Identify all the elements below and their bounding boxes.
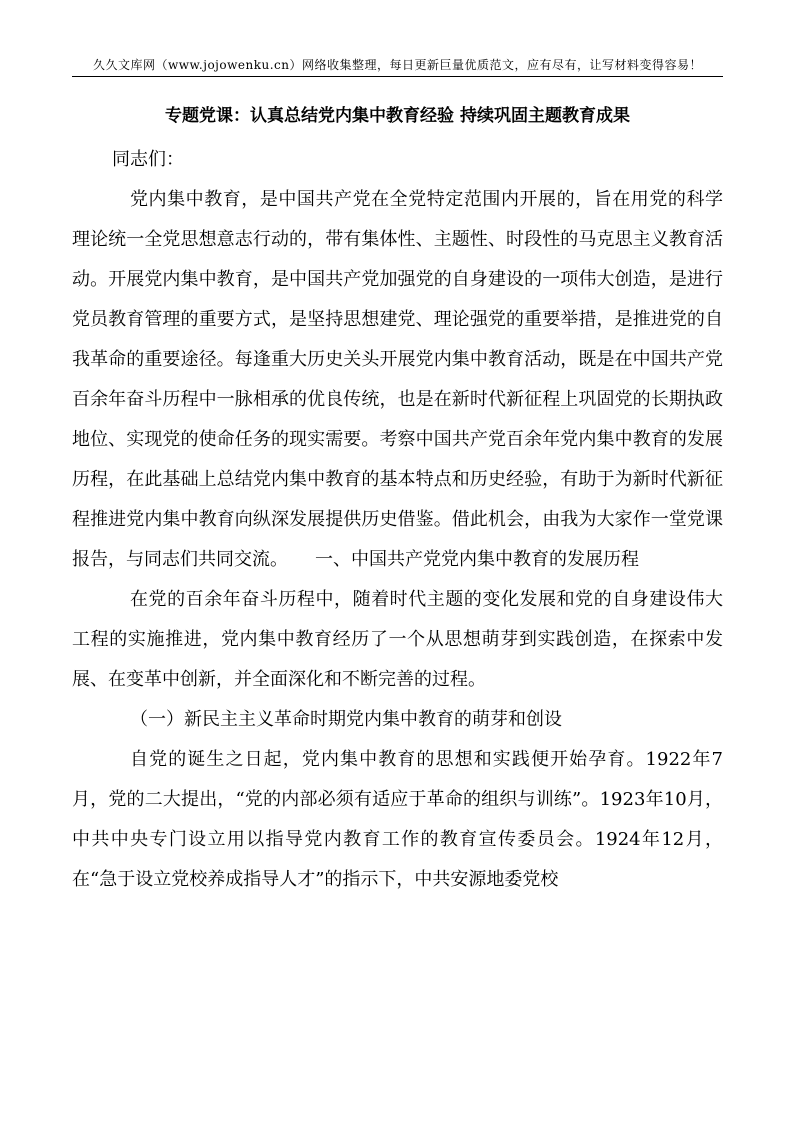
paragraph-intro: 党内集中教育，是中国共产党在全党特定范围内开展的，旨在用党的科学理论统一全党思想意志行动的，带有集体性、主题性、时段性的马克思主义教育活动。开展党内集中教育，是中国共产党加强党的自身建设的一项伟大创造，是进行党员教育管理的重要方式，是坚持思想建党、理论强党的重要举措，是推进党的自我革命的重要途径。每逢重大历史关头开展党内集中教育活动，既是在中国共产党百余年奋斗历程中一脉相承的优良传统，也是在新时代新征程上巩固党的长期执政地位、实现党的使命任务的现实需要。考察中国共产党百余年党内集中教育的发展历程，在此基础上总结党内集中教育的基本特点和历史经验，有助于为新时代新征程推进党内集中教育向纵深发展提供历史借鉴。借此机会，由我为大家作一堂党课报告，与同志们共同交流。 一、中国共产党党内集中教育的发展历程 bbox=[72, 189, 723, 570]
section-heading-new-democratic: （一）新民主主义革命时期党内集中教育的萌芽和创设 bbox=[130, 709, 562, 730]
document-title: 专题党课：认真总结党内集中教育经验 持续巩固主题教育成果 bbox=[165, 106, 630, 126]
page-header: 久久文库网（www.jojowenku.cn）网络收集整理，每日更新巨量优质范文，应有尽有，让写材料变得容易！ bbox=[93, 58, 702, 72]
header-divider bbox=[72, 76, 723, 77]
paragraph-origins: 自党的诞生之日起，党内集中教育的思想和实践便开始孕育。1922年7月，党的二大提出，“党的内部必须有适应于革命的组织与训练”。1923年10月，中共中央专门设立用以指导党内教育工作的教育宣传委员会。1924年12月，在“急于设立党校养成指导人才”的指示下，中共安源地委党校 bbox=[72, 749, 723, 890]
salutation: 同志们： bbox=[112, 149, 184, 170]
paragraph-history-overview: 在党的百余年奋斗历程中，随着时代主题的变化发展和党的自身建设伟大工程的实施推进，党内集中教育经历了一个从思想萌芽到实践创造，在探索中发展、在变革中创新，并全面深化和不断完善的过程。 bbox=[72, 589, 723, 690]
document-body bbox=[72, 140, 723, 900]
